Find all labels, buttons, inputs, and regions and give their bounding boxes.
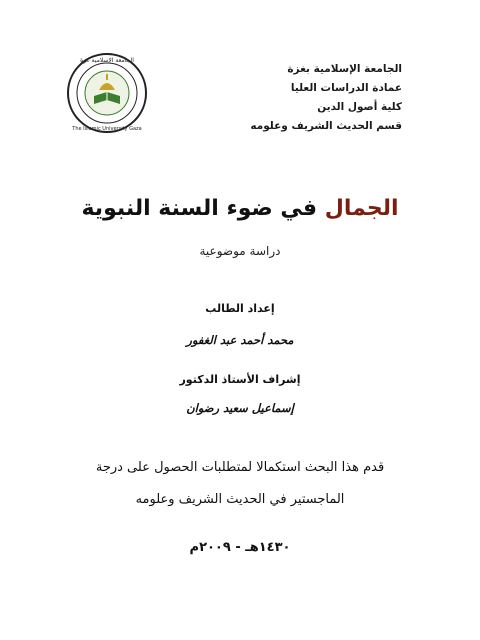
thesis-date: ١٤٣٠هـ - ٢٠٠٩م <box>189 540 291 555</box>
degree-statement <box>40 452 440 516</box>
student-label: إعداد الطالب <box>205 302 275 315</box>
supervisor-name: إسماعيل سعيد رضوان <box>186 401 294 415</box>
deanship-name: عمادة الدراسات العليا <box>290 82 402 94</box>
thesis-subtitle: دراسة موضوعية <box>199 244 281 258</box>
university-name: الجامعة الإسلامية بغزة <box>287 63 402 75</box>
student-name: محمد أحمد عبد الغفور <box>186 333 294 347</box>
title-rest: في ضوء السنة النبوية <box>81 196 325 221</box>
department-name: قسم الحديث الشريف وعلومه <box>250 120 402 132</box>
university-header <box>252 60 402 136</box>
university-seal-icon <box>66 52 148 134</box>
title-highlight: الجمال <box>324 196 399 221</box>
seal-text-ar: الجامعة الإسلامية غزة <box>80 57 134 64</box>
faculty-name: كلية أصول الدين <box>317 101 402 113</box>
supervisor-label: إشراف الأستاذ الدكتور <box>179 373 301 386</box>
statement-line-2: الماجستير في الحديث الشريف وعلومه <box>135 492 345 507</box>
seal-text-en: The Islamic University Gaza <box>72 126 142 132</box>
thesis-title <box>0 196 480 221</box>
statement-line-1: قدم هذا البحث استكمالا لمتطلبات الحصول على درجة <box>95 460 385 475</box>
